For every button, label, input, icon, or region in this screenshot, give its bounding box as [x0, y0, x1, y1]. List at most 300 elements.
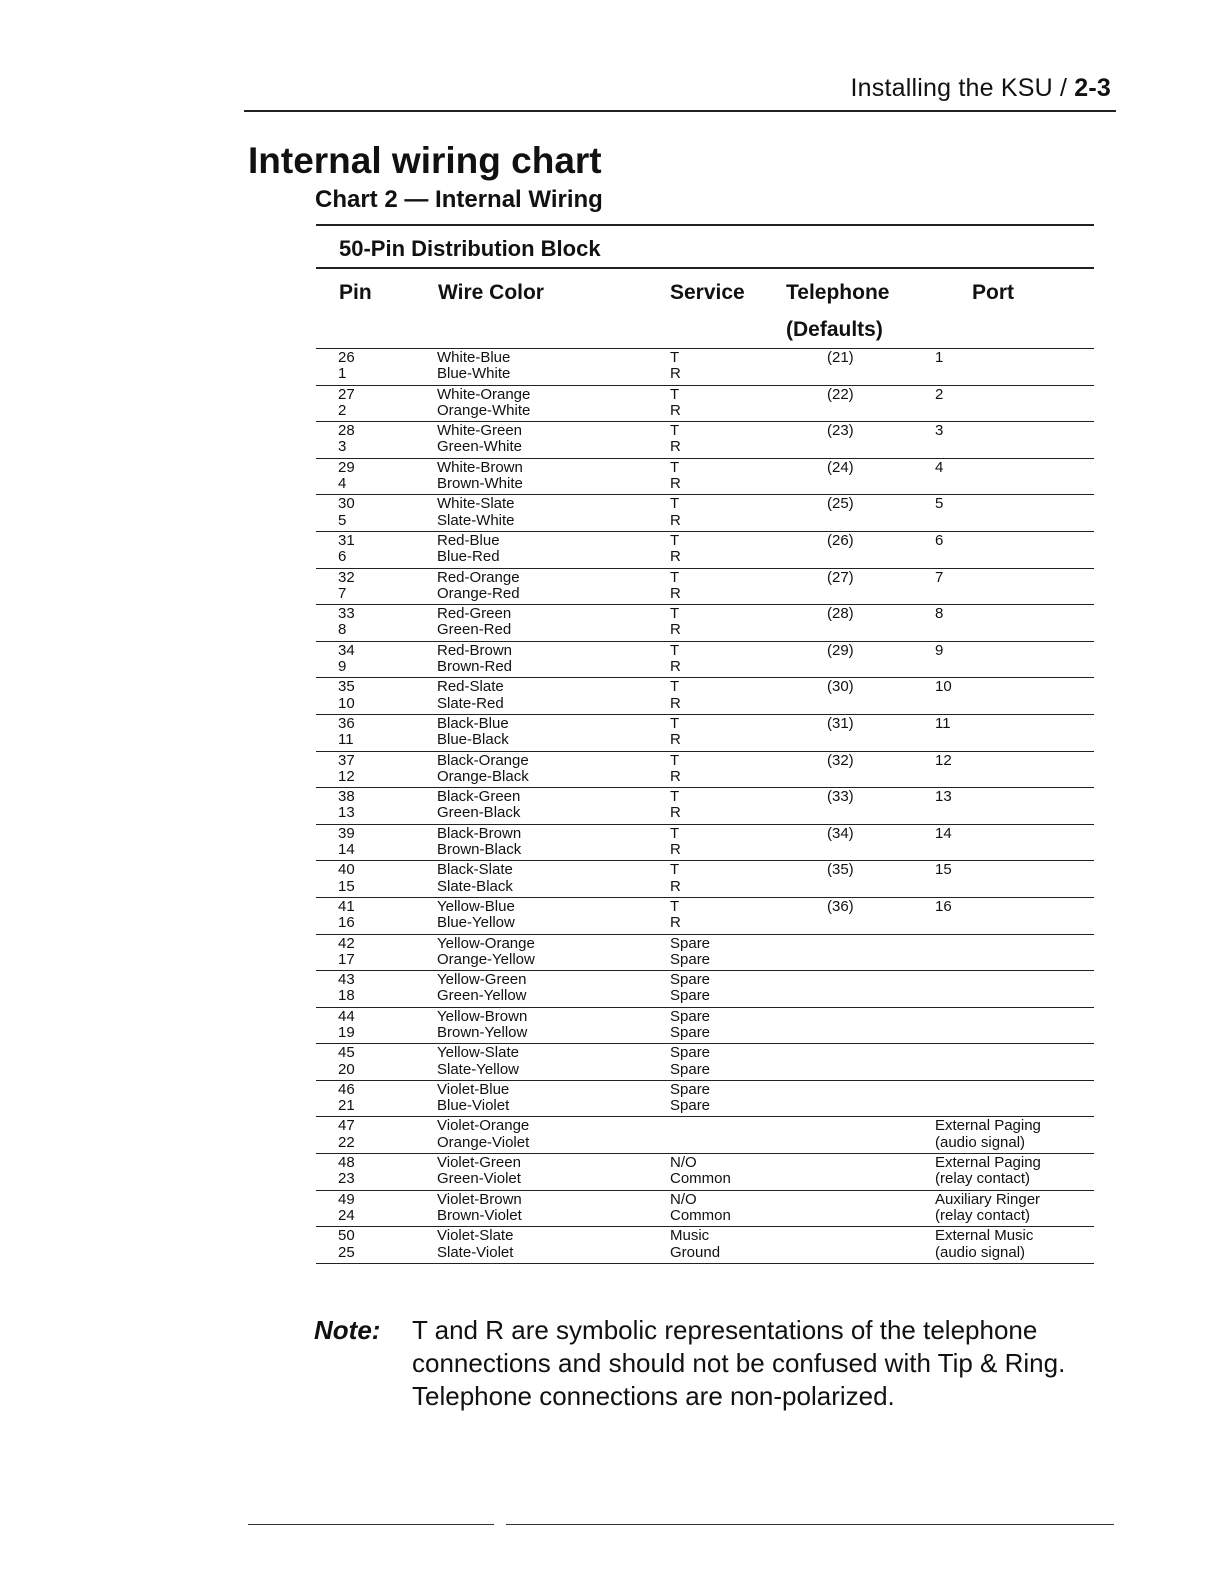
port-cell [935, 458, 1094, 495]
wire-color-cell [437, 1117, 670, 1154]
service-value: Spare [670, 1060, 711, 1078]
port-value: 10 [935, 678, 952, 696]
port-cell [935, 897, 1094, 934]
service-cell [670, 605, 817, 642]
service-cell [670, 824, 817, 861]
port-value: (relay contact) [935, 1170, 1031, 1188]
telephone-cell [817, 458, 935, 495]
pin-cell [316, 751, 437, 788]
wire-color-value: Blue-Yellow [437, 914, 515, 932]
service-value: R [670, 475, 681, 493]
service-value: Music [670, 1227, 710, 1245]
wire-color-value: Red-Green [437, 605, 512, 623]
wire-color-cell [437, 824, 670, 861]
telephone-value: (25) [827, 495, 854, 513]
telephone-cell [817, 605, 935, 642]
telephone-cell [817, 678, 935, 715]
service-cell [670, 568, 817, 605]
pin-value: 14 [338, 841, 355, 859]
wire-color-value: Red-Orange [437, 568, 520, 586]
service-value: T [670, 568, 680, 586]
port-cell [935, 1117, 1094, 1154]
pin-value: 20 [338, 1060, 355, 1078]
wire-color-value: White-Slate [437, 495, 515, 513]
wire-color-value: Slate-Red [437, 694, 504, 712]
service-cell [670, 751, 817, 788]
telephone-value: (28) [827, 605, 854, 623]
wire-color-value: Violet-Orange [437, 1117, 530, 1135]
table-row [316, 385, 1094, 422]
port-cell [935, 495, 1094, 532]
pin-value: 50 [338, 1227, 355, 1245]
service-cell [670, 861, 817, 898]
service-value: R [670, 841, 681, 859]
note-label: Note: [314, 1315, 381, 1345]
pin-cell [316, 349, 437, 386]
pin-value: 19 [338, 1023, 355, 1041]
service-cell [670, 495, 817, 532]
service-value: T [670, 678, 680, 696]
service-value: Spare [670, 987, 711, 1005]
service-cell [670, 458, 817, 495]
wire-color-cell [437, 751, 670, 788]
wire-color-cell [437, 934, 670, 971]
pin-value: 17 [338, 950, 355, 968]
wire-color-value: Yellow-Slate [437, 1044, 519, 1062]
port-value: Auxiliary Ringer [935, 1190, 1041, 1208]
wire-color-value: Brown-Violet [437, 1206, 522, 1224]
block-title-rule [316, 267, 1094, 269]
service-value: Spare [670, 1097, 711, 1115]
telephone-cell [817, 1007, 935, 1044]
table-row [316, 495, 1094, 532]
service-cell [670, 934, 817, 971]
port-value: 3 [935, 422, 944, 440]
service-value: Common [670, 1170, 731, 1188]
wire-color-value: Black-Green [437, 788, 521, 806]
port-cell [935, 678, 1094, 715]
service-value: T [670, 349, 680, 366]
pin-value: 42 [338, 934, 355, 952]
service-value: T [670, 531, 680, 549]
pin-value: 9 [338, 658, 347, 676]
pin-value: 3 [338, 438, 347, 456]
service-cell [670, 422, 817, 459]
port-value: 6 [935, 531, 944, 549]
service-cell [670, 385, 817, 422]
pin-value: 22 [338, 1133, 355, 1151]
table-row [316, 568, 1094, 605]
service-value: R [670, 365, 681, 383]
pin-value: 21 [338, 1097, 355, 1115]
wire-color-cell [437, 349, 670, 386]
pin-value: 24 [338, 1206, 355, 1224]
wire-color-value: Orange-White [437, 401, 531, 419]
pin-value: 23 [338, 1170, 355, 1188]
wiring-table [316, 348, 1094, 1264]
wire-color-value: White-Brown [437, 458, 523, 476]
pin-value: 46 [338, 1080, 355, 1098]
table-row [316, 1044, 1094, 1081]
caption-rule [316, 224, 1094, 226]
wire-color-cell [437, 1007, 670, 1044]
table-row [316, 1117, 1094, 1154]
service-value: R [670, 621, 681, 639]
wire-color-cell [437, 788, 670, 825]
wire-color-value: Orange-Red [437, 584, 520, 602]
wire-color-value: Red-Blue [437, 531, 500, 549]
port-value: 7 [935, 568, 944, 586]
table-row [316, 1190, 1094, 1227]
wire-color-value: Violet-Blue [437, 1080, 510, 1098]
wire-color-value: Violet-Brown [437, 1190, 522, 1208]
pin-value: 26 [338, 349, 355, 366]
port-cell [935, 1190, 1094, 1227]
wire-color-value: Yellow-Brown [437, 1007, 528, 1025]
service-cell [670, 531, 817, 568]
wire-color-cell [437, 385, 670, 422]
running-header [851, 74, 1112, 103]
telephone-cell [817, 385, 935, 422]
wire-color-value: Green-Yellow [437, 987, 527, 1005]
service-value: Spare [670, 934, 711, 952]
footer-rule-right [506, 1524, 1114, 1525]
wire-color-cell [437, 1044, 670, 1081]
wire-color-cell [437, 531, 670, 568]
pin-value: 5 [338, 511, 347, 529]
table-row [316, 971, 1094, 1008]
table-row [316, 824, 1094, 861]
telephone-cell [817, 1154, 935, 1191]
telephone-value: (27) [827, 568, 854, 586]
block-title: 50-Pin Distribution Block [339, 236, 601, 261]
pin-value: 47 [338, 1117, 355, 1135]
table-row [316, 1154, 1094, 1191]
table-row [316, 349, 1094, 386]
telephone-cell [817, 897, 935, 934]
pin-cell [316, 1117, 437, 1154]
wire-color-value: Black-Brown [437, 824, 522, 842]
wire-color-value: White-Green [437, 422, 523, 440]
wire-color-cell [437, 641, 670, 678]
wire-color-value: Red-Brown [437, 641, 513, 659]
port-value: 8 [935, 605, 944, 623]
wire-color-cell [437, 1190, 670, 1227]
telephone-cell [817, 861, 935, 898]
telephone-cell [817, 971, 935, 1008]
port-cell [935, 1007, 1094, 1044]
port-value: External Paging [935, 1154, 1041, 1172]
wire-color-cell [437, 861, 670, 898]
port-value: (audio signal) [935, 1243, 1026, 1261]
port-value: 9 [935, 641, 944, 659]
wire-color-cell [437, 897, 670, 934]
wire-color-value: Brown-White [437, 475, 523, 493]
wire-color-value: Brown-Red [437, 658, 513, 676]
telephone-cell [817, 934, 935, 971]
pin-cell [316, 897, 437, 934]
service-value: T [670, 495, 680, 513]
telephone-cell [817, 1044, 935, 1081]
telephone-value: (24) [827, 458, 854, 476]
service-value: Spare [670, 1044, 711, 1062]
pin-cell [316, 714, 437, 751]
column-header-pin: Pin [339, 281, 372, 304]
service-value: R [670, 877, 681, 895]
page-number: 2-3 [1074, 74, 1111, 102]
telephone-value: (31) [827, 714, 854, 732]
service-value: Ground [670, 1243, 721, 1261]
wire-color-cell [437, 422, 670, 459]
telephone-cell [817, 422, 935, 459]
column-header-telephone-defaults: (Defaults) [786, 318, 883, 341]
table-row [316, 678, 1094, 715]
pin-value: 16 [338, 914, 355, 932]
telephone-value: (21) [827, 349, 854, 366]
table-row [316, 934, 1094, 971]
telephone-cell [817, 714, 935, 751]
pin-value: 36 [338, 714, 355, 732]
footer-rule-left [248, 1524, 494, 1525]
pin-cell [316, 678, 437, 715]
pin-value: 2 [338, 401, 347, 419]
telephone-cell [817, 788, 935, 825]
pin-cell [316, 1227, 437, 1264]
pin-value: 8 [338, 621, 347, 639]
wiring-table-body [316, 349, 1094, 1264]
pin-cell [316, 385, 437, 422]
telephone-cell [817, 824, 935, 861]
table-row [316, 422, 1094, 459]
pin-value: 44 [338, 1007, 355, 1025]
port-value: 2 [935, 385, 944, 403]
pin-value: 6 [338, 548, 347, 566]
wire-color-value: Orange-Yellow [437, 950, 535, 968]
chart-caption: Chart 2 — Internal Wiring [315, 186, 603, 213]
pin-value: 35 [338, 678, 355, 696]
wire-color-value: Brown-Black [437, 841, 522, 859]
table-row [316, 751, 1094, 788]
wire-color-value: Orange-Violet [437, 1133, 530, 1151]
telephone-value: (23) [827, 422, 854, 440]
wire-color-cell [437, 495, 670, 532]
port-cell [935, 531, 1094, 568]
port-cell [935, 1080, 1094, 1117]
telephone-cell [817, 1117, 935, 1154]
service-cell [670, 641, 817, 678]
service-value: R [670, 914, 681, 932]
service-cell [670, 1190, 817, 1227]
pin-cell [316, 605, 437, 642]
wire-color-value: Black-Orange [437, 751, 529, 769]
port-cell [935, 605, 1094, 642]
service-value: R [670, 694, 681, 712]
wire-color-value: Green-Violet [437, 1170, 521, 1188]
port-value: 1 [935, 349, 944, 366]
pin-cell [316, 861, 437, 898]
wire-color-value: Slate-White [437, 511, 515, 529]
service-value: R [670, 511, 681, 529]
table-row [316, 1227, 1094, 1264]
port-value: 16 [935, 897, 952, 915]
pin-value: 49 [338, 1190, 355, 1208]
service-value: R [670, 731, 681, 749]
wire-color-value: Yellow-Orange [437, 934, 535, 952]
port-cell [935, 788, 1094, 825]
wire-color-value: Slate-Black [437, 877, 513, 895]
wire-color-value: Blue-Black [437, 731, 509, 749]
telephone-value: (22) [827, 385, 854, 403]
pin-cell [316, 495, 437, 532]
port-cell [935, 349, 1094, 386]
port-cell [935, 971, 1094, 1008]
port-cell [935, 861, 1094, 898]
port-cell [935, 714, 1094, 751]
port-cell [935, 1154, 1094, 1191]
service-cell [670, 971, 817, 1008]
wire-color-value: Black-Blue [437, 714, 509, 732]
service-value: R [670, 658, 681, 676]
telephone-cell [817, 1227, 935, 1264]
pin-value: 1 [338, 365, 347, 383]
service-value: Spare [670, 950, 711, 968]
port-value: (audio signal) [935, 1133, 1026, 1151]
wire-color-value: Yellow-Blue [437, 897, 515, 915]
port-cell [935, 568, 1094, 605]
service-value: R [670, 548, 681, 566]
port-value: 13 [935, 788, 952, 806]
wire-color-value: Blue-Violet [437, 1097, 510, 1115]
service-cell [670, 1227, 817, 1264]
running-title: Installing the KSU / [850, 74, 1075, 102]
note-text: T and R are symbolic representations of the telephone connections and should not be confused with Tip & Ring. Telephone connections are non-polarized. [412, 1315, 1066, 1411]
wire-color-value: Red-Slate [437, 678, 504, 696]
wire-color-value: Orange-Black [437, 767, 529, 785]
telephone-cell [817, 1080, 935, 1117]
wire-color-cell [437, 1154, 670, 1191]
telephone-value: (33) [827, 788, 854, 806]
port-cell [935, 751, 1094, 788]
pin-value: 31 [338, 531, 355, 549]
telephone-value: (35) [827, 861, 854, 879]
port-value: 15 [935, 861, 952, 879]
pin-value: 30 [338, 495, 355, 513]
pin-cell [316, 458, 437, 495]
pin-cell [316, 1044, 437, 1081]
port-cell [935, 422, 1094, 459]
pin-value: 11 [338, 731, 354, 749]
pin-cell [316, 1190, 437, 1227]
service-value: T [670, 751, 680, 769]
table-row [316, 861, 1094, 898]
service-cell [670, 349, 817, 386]
table-row [316, 641, 1094, 678]
pin-value: 27 [338, 385, 355, 403]
pin-cell [316, 1007, 437, 1044]
telephone-value: (29) [827, 641, 854, 659]
wire-color-cell [437, 605, 670, 642]
pin-value: 40 [338, 861, 355, 879]
port-value: 4 [935, 458, 944, 476]
pin-value: 25 [338, 1243, 355, 1261]
port-cell [935, 934, 1094, 971]
service-value: Spare [670, 971, 711, 989]
pin-value: 10 [338, 694, 355, 712]
port-value: 5 [935, 495, 944, 513]
wire-color-value: Brown-Yellow [437, 1023, 528, 1041]
pin-cell [316, 531, 437, 568]
port-value: 11 [935, 714, 951, 732]
wire-color-value: Violet-Green [437, 1154, 521, 1172]
service-cell [670, 897, 817, 934]
port-cell [935, 824, 1094, 861]
wire-color-value: Violet-Slate [437, 1227, 514, 1245]
wire-color-value: Green-Red [437, 621, 512, 639]
service-value: Spare [670, 1080, 711, 1098]
service-value: T [670, 861, 680, 879]
telephone-value: (30) [827, 678, 854, 696]
header-rule [244, 110, 1116, 112]
pin-cell [316, 788, 437, 825]
table-row [316, 1080, 1094, 1117]
pin-value: 7 [338, 584, 347, 602]
column-header-telephone: Telephone [786, 281, 890, 304]
service-cell [670, 1044, 817, 1081]
service-value: R [670, 767, 681, 785]
pin-value: 45 [338, 1044, 355, 1062]
service-value: N/O [670, 1154, 697, 1172]
port-value: External Music [935, 1227, 1034, 1245]
port-cell [935, 385, 1094, 422]
pin-value: 43 [338, 971, 355, 989]
service-value: Spare [670, 1007, 711, 1025]
service-value: Spare [670, 1023, 711, 1041]
service-cell [670, 788, 817, 825]
pin-cell [316, 641, 437, 678]
wire-color-cell [437, 568, 670, 605]
wire-color-value: Green-White [437, 438, 523, 456]
wire-color-cell [437, 1080, 670, 1117]
wire-color-value: Slate-Yellow [437, 1060, 519, 1078]
telephone-cell [817, 349, 935, 386]
table-row [316, 531, 1094, 568]
service-value: T [670, 788, 680, 806]
table-row [316, 458, 1094, 495]
service-value: T [670, 458, 680, 476]
pin-value: 41 [338, 897, 355, 915]
wire-color-value: Black-Slate [437, 861, 513, 879]
table-row [316, 605, 1094, 642]
wire-color-value: White-Blue [437, 349, 511, 366]
pin-cell [316, 1154, 437, 1191]
wire-color-cell [437, 678, 670, 715]
wire-color-value: Green-Black [437, 804, 521, 822]
wire-color-cell [437, 971, 670, 1008]
pin-value: 48 [338, 1154, 355, 1172]
service-value: R [670, 804, 681, 822]
service-value: T [670, 897, 680, 915]
pin-value: 4 [338, 475, 347, 493]
telephone-cell [817, 568, 935, 605]
service-value: T [670, 714, 680, 732]
telephone-cell [817, 531, 935, 568]
pin-value: 13 [338, 804, 355, 822]
column-header-port: Port [972, 281, 1014, 304]
service-value: R [670, 438, 681, 456]
port-cell [935, 1227, 1094, 1264]
pin-value: 15 [338, 877, 355, 895]
service-value: Common [670, 1206, 731, 1224]
